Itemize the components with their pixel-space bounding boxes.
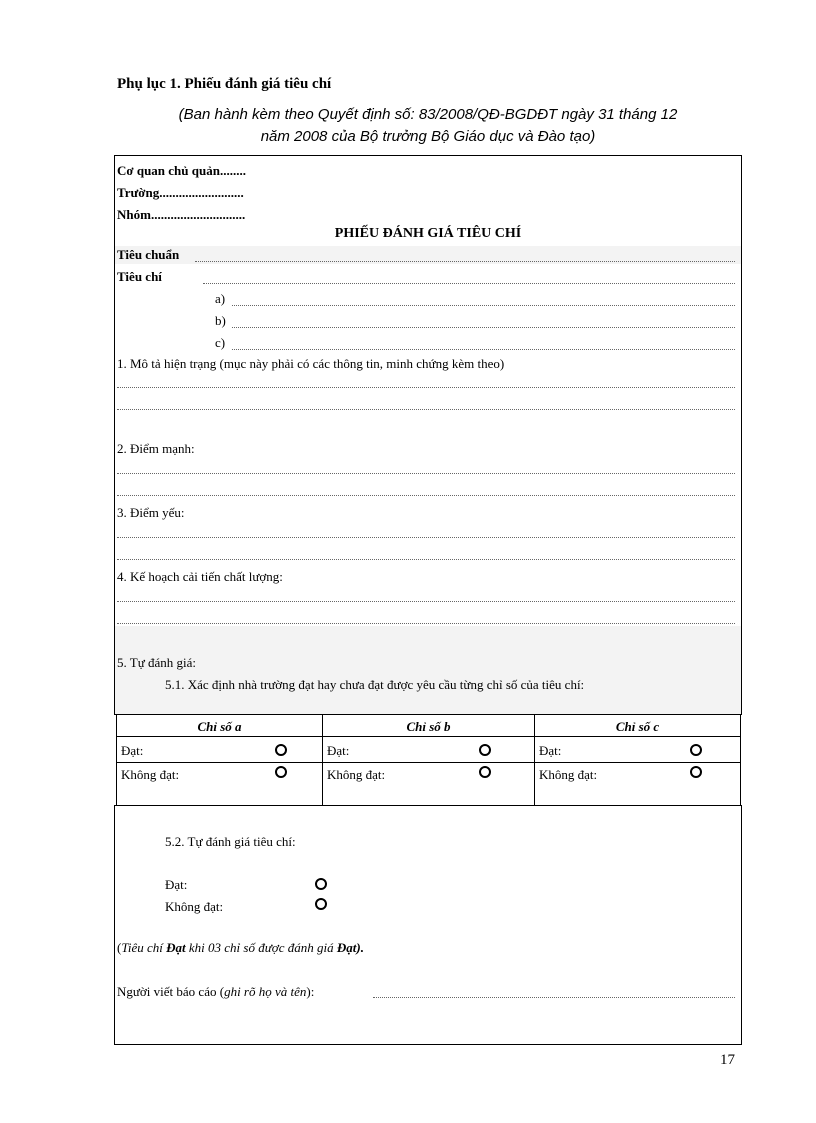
section-5-shade <box>115 626 741 714</box>
section-3-dots-2 <box>117 559 735 560</box>
self-eval-title: 5.2. Tự đánh giá tiêu chí: <box>165 834 296 849</box>
item-a: a) <box>215 291 226 306</box>
self-eval-fail-radio[interactable] <box>315 898 327 910</box>
subtitle-line-2: năm 2008 của Bộ trưởng Bộ Giáo dục và Đào tạo) <box>260 128 596 145</box>
indicator-a-fail-label: Không đạt: <box>121 767 180 782</box>
indicator-b-pass-label: Đạt: <box>327 743 350 758</box>
indicator-c-fail-radio[interactable] <box>690 766 702 778</box>
reporter-italic: ghi rõ họ và tên <box>224 984 307 999</box>
indicators-table <box>116 714 741 806</box>
section-4-label: 4. Kế hoạch cải tiến chất lượng: <box>117 569 283 584</box>
header-indicator-a: Chỉ số a <box>197 719 242 734</box>
section-5-1-label: 5.1. Xác định nhà trường đạt hay chưa đạt được yêu cầu từng chỉ số của tiêu chí: <box>165 677 585 692</box>
item-b: b) <box>215 313 226 328</box>
header-indicator-b: Chỉ số b <box>406 719 451 734</box>
section-4-dots-1 <box>117 601 735 602</box>
section-1-dots-2 <box>117 409 735 410</box>
appendix-subtitle <box>110 104 746 148</box>
indicator-b-fail-label: Không đạt: <box>327 767 386 782</box>
section-3-label: 3. Điểm yếu: <box>117 505 185 520</box>
indicator-c-pass-label: Đạt: <box>539 743 562 758</box>
reporter-dots <box>373 997 735 998</box>
form-title: PHIẾU ĐÁNH GIÁ TIÊU CHÍ <box>334 226 522 241</box>
self-evaluation-box <box>114 805 742 1045</box>
self-eval-note <box>117 940 364 956</box>
reporter-label: Người viết báo cáo ( <box>117 984 225 999</box>
indicator-c-pass-radio[interactable] <box>690 744 702 756</box>
section-2-dots-1 <box>117 473 735 474</box>
section-3-dots-1 <box>117 537 735 538</box>
self-eval-fail-label: Không đạt: <box>165 899 224 914</box>
item-c-dots <box>232 349 735 350</box>
agency-line: Cơ quan chủ quản........ <box>117 163 246 178</box>
note-part-2: khi 03 chỉ số được đánh giá <box>185 940 337 955</box>
row-divider-2 <box>117 762 740 763</box>
subtitle-line-1: (Ban hành kèm theo Quyết định số: 83/2008/QĐ-BGDĐT ngày 31 tháng 12 <box>178 106 678 123</box>
evaluation-form-box <box>114 155 742 715</box>
section-1-label: 1. Mô tả hiện trạng (mục này phải có các thông tin, minh chứng kèm theo) <box>117 356 505 371</box>
section-1-dots-1 <box>117 387 735 388</box>
indicator-a-fail-radio[interactable] <box>275 766 287 778</box>
note-open: ( <box>117 940 122 955</box>
row-divider-1 <box>117 736 740 737</box>
section-2-label: 2. Điểm mạnh: <box>117 441 195 456</box>
note-part-1: Tiêu chí <box>121 940 167 955</box>
section-4-dots-2 <box>117 623 735 624</box>
header-indicator-c: Chỉ số c <box>615 719 660 734</box>
self-eval-pass-label: Đạt: <box>165 877 188 892</box>
section-2-dots-2 <box>117 495 735 496</box>
standard-dots <box>195 261 735 262</box>
standard-label: Tiêu chuẩn <box>117 247 180 262</box>
criterion-dots <box>203 283 735 284</box>
self-eval-pass-radio[interactable] <box>315 878 327 890</box>
item-c: c) <box>215 335 226 350</box>
indicator-a-pass-label: Đạt: <box>121 743 144 758</box>
school-line: Trường.......................... <box>117 185 244 200</box>
group-line: Nhóm............................. <box>117 207 246 222</box>
criterion-label: Tiêu chí <box>117 269 162 284</box>
reporter-line <box>117 984 314 1000</box>
appendix-title: Phụ lục 1. Phiếu đánh giá tiêu chí <box>117 76 332 92</box>
note-bold-1: Đạt <box>166 940 186 955</box>
page-number: 17 <box>720 1052 735 1068</box>
section-5-label: 5. Tự đánh giá: <box>117 655 197 670</box>
indicator-b-pass-radio[interactable] <box>479 744 491 756</box>
item-b-dots <box>232 327 735 328</box>
indicator-a-pass-radio[interactable] <box>275 744 287 756</box>
indicator-b-fail-radio[interactable] <box>479 766 491 778</box>
note-bold-2: Đạt). <box>336 940 364 955</box>
indicator-c-fail-label: Không đạt: <box>539 767 598 782</box>
item-a-dots <box>232 305 735 306</box>
reporter-close: ): <box>306 984 315 999</box>
